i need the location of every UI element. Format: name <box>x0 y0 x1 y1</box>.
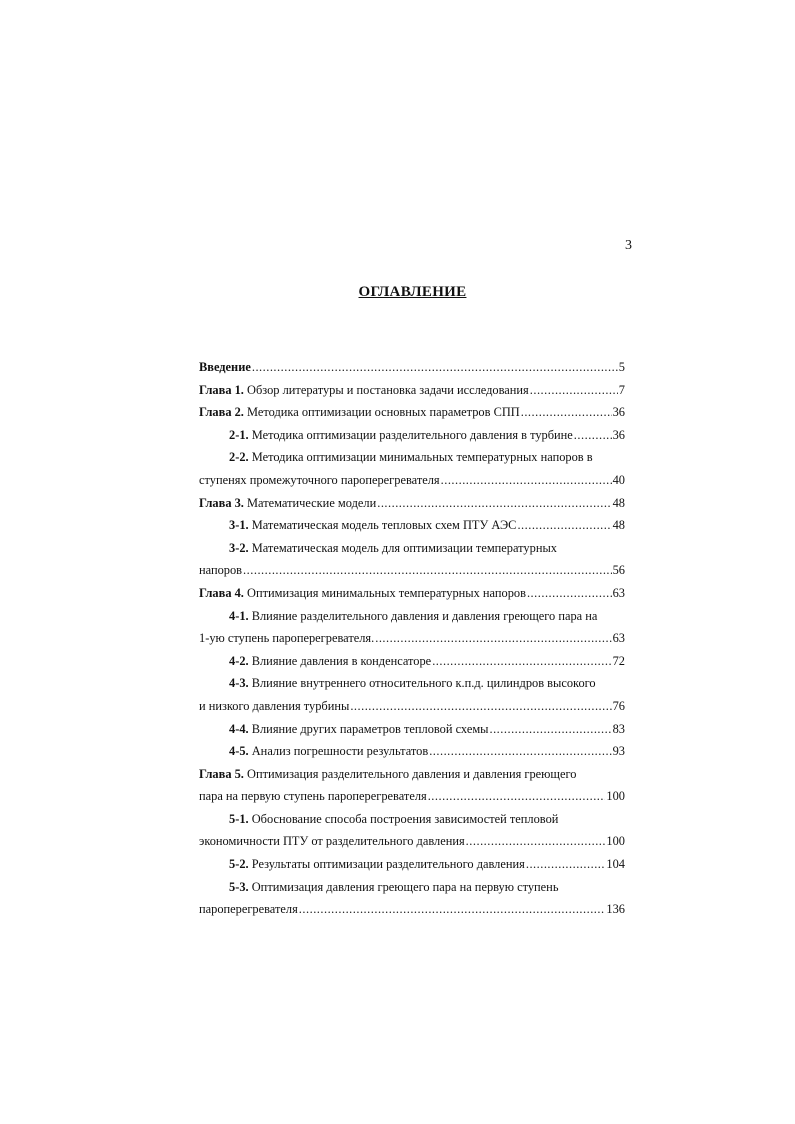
toc-title: ОГЛАВЛЕНИЕ <box>358 284 467 300</box>
toc-page: 72 <box>612 653 625 668</box>
toc-text: Математические модели <box>247 495 377 510</box>
toc-page: 63 <box>612 585 625 600</box>
dot-leader <box>517 514 611 537</box>
dot-leader <box>243 559 612 582</box>
toc-text-cont: и низкого давления турбины <box>199 698 350 713</box>
toc-text-cont: пара на первую ступень пароперегревателя <box>199 789 427 804</box>
toc-label: Глава 2. <box>199 405 244 420</box>
toc-label: 5-1. <box>229 811 249 826</box>
dot-leader <box>466 830 606 853</box>
dot-leader <box>429 740 611 763</box>
dot-leader <box>441 469 612 492</box>
toc-text-cont: ступенях промежуточного пароперегревателя <box>199 472 440 487</box>
toc-entry-section-4-2 <box>199 650 625 673</box>
toc-text: Оптимизация минимальных температурных напоров <box>247 585 526 600</box>
toc-page: 56 <box>612 563 625 578</box>
toc-page: 7 <box>618 382 625 397</box>
page-number: 3 <box>625 238 632 253</box>
toc-text-cont: экономичности ПТУ от разделительного давления <box>199 834 465 849</box>
toc-entry-section-4-5 <box>199 740 625 763</box>
dot-leader <box>350 695 611 718</box>
dot-leader <box>574 424 612 447</box>
toc-page: 48 <box>612 518 625 533</box>
toc-page: 5 <box>618 360 625 374</box>
toc-page: 36 <box>612 427 625 442</box>
dot-leader <box>432 650 611 673</box>
toc-text: Методика оптимизации разделительного давления в турбине <box>251 427 573 442</box>
toc-entry-chapter-4 <box>199 582 625 605</box>
toc-entry-chapter-5 <box>199 763 625 786</box>
toc-text-cont: пароперегревателя <box>199 902 298 917</box>
toc-entry-section-4-3-cont <box>199 695 625 718</box>
toc-label: Введение <box>199 360 251 374</box>
toc-label: Глава 5. <box>199 766 244 781</box>
toc-entry-section-5-3 <box>199 876 625 899</box>
dot-leader <box>489 718 611 741</box>
dot-leader <box>527 582 612 605</box>
toc-entry-section-4-1-cont <box>199 627 625 650</box>
toc-label: 5-2. <box>229 857 249 872</box>
toc-page: 136 <box>606 902 625 917</box>
toc-text: Влияние других параметров тепловой схемы <box>251 721 489 736</box>
toc-text: Влияние внутреннего относительного к.п.д. цилиндров высокого <box>251 676 596 691</box>
toc-entry-section-5-1 <box>199 808 625 831</box>
toc-text: Оптимизация давления греющего пара на первую ступень <box>251 879 559 894</box>
toc-text: Методика оптимизации основных параметров СПП <box>247 405 520 420</box>
toc-page: 36 <box>612 405 625 420</box>
dot-leader <box>252 356 618 379</box>
toc-entry-chapter-1 <box>199 379 625 402</box>
dot-leader <box>530 379 618 402</box>
toc-text: Математическая модель тепловых схем ПТУ АЭС <box>251 518 517 533</box>
toc-text-cont: напоров <box>199 563 243 578</box>
toc-label: 4-1. <box>229 608 249 623</box>
toc-label: 4-4. <box>229 721 249 736</box>
toc-page: 100 <box>606 789 625 804</box>
toc-text: Анализ погрешности результатов <box>251 744 429 759</box>
toc-label: 2-2. <box>229 450 249 465</box>
toc-page: 83 <box>612 721 625 736</box>
table-of-contents <box>199 356 625 921</box>
toc-page: 104 <box>606 857 625 872</box>
toc-page: 100 <box>606 834 625 849</box>
toc-label: Глава 1. <box>199 382 244 397</box>
toc-entry-section-2-1 <box>199 424 625 447</box>
toc-text-cont: 1-ую ступень пароперегревателя. <box>199 631 375 646</box>
toc-entry-section-3-1 <box>199 514 625 537</box>
toc-entry-chapter-3 <box>199 492 625 515</box>
dot-leader <box>375 627 611 650</box>
toc-entry-section-5-2 <box>199 853 625 876</box>
toc-page: 76 <box>612 698 625 713</box>
dot-leader <box>521 401 612 424</box>
toc-page: 93 <box>612 744 625 759</box>
toc-entry-chapter-5-cont <box>199 785 625 808</box>
toc-text: Влияние давления в конденсаторе <box>251 653 432 668</box>
toc-page: 40 <box>612 472 625 487</box>
toc-text: Обоснование способа построения зависимостей тепловой <box>251 811 559 826</box>
toc-page: 63 <box>612 631 625 646</box>
toc-text: Влияние разделительного давления и давления греющего пара на <box>251 608 598 623</box>
toc-text: Результаты оптимизации разделительного давления <box>251 857 525 872</box>
toc-label: 4-5. <box>229 744 249 759</box>
dot-leader <box>428 785 606 808</box>
toc-entry-section-5-3-cont <box>199 898 625 921</box>
toc-text: Методика оптимизации минимальных температурных напоров в <box>251 450 593 465</box>
toc-label: 4-3. <box>229 676 249 691</box>
toc-entry-section-3-2-cont <box>199 559 625 582</box>
toc-entry-section-4-4 <box>199 718 625 741</box>
toc-text: Обзор литературы и постановка задачи исследования <box>247 382 529 397</box>
toc-entry-section-3-2 <box>199 537 625 560</box>
toc-entry-section-2-2-cont <box>199 469 625 492</box>
toc-text: Математическая модель для оптимизации температурных <box>251 540 557 555</box>
dot-leader <box>299 898 606 921</box>
toc-entry-chapter-2 <box>199 401 625 424</box>
toc-entry-section-4-3 <box>199 672 625 695</box>
toc-label: 5-3. <box>229 879 249 894</box>
toc-label: 3-2. <box>229 540 249 555</box>
toc-label: Глава 4. <box>199 585 244 600</box>
toc-page: 48 <box>612 495 625 510</box>
toc-label: 4-2. <box>229 653 249 668</box>
toc-label: Глава 3. <box>199 495 244 510</box>
toc-entry-section-2-2 <box>199 446 625 469</box>
toc-entry-section-4-1 <box>199 605 625 628</box>
toc-label: 2-1. <box>229 427 249 442</box>
dot-leader <box>526 853 606 876</box>
dot-leader <box>377 492 611 515</box>
toc-entry-intro <box>199 356 625 379</box>
toc-text: Оптимизация разделительного давления и давления греющего <box>247 766 577 781</box>
toc-entry-section-5-1-cont <box>199 830 625 853</box>
toc-label: 3-1. <box>229 518 249 533</box>
